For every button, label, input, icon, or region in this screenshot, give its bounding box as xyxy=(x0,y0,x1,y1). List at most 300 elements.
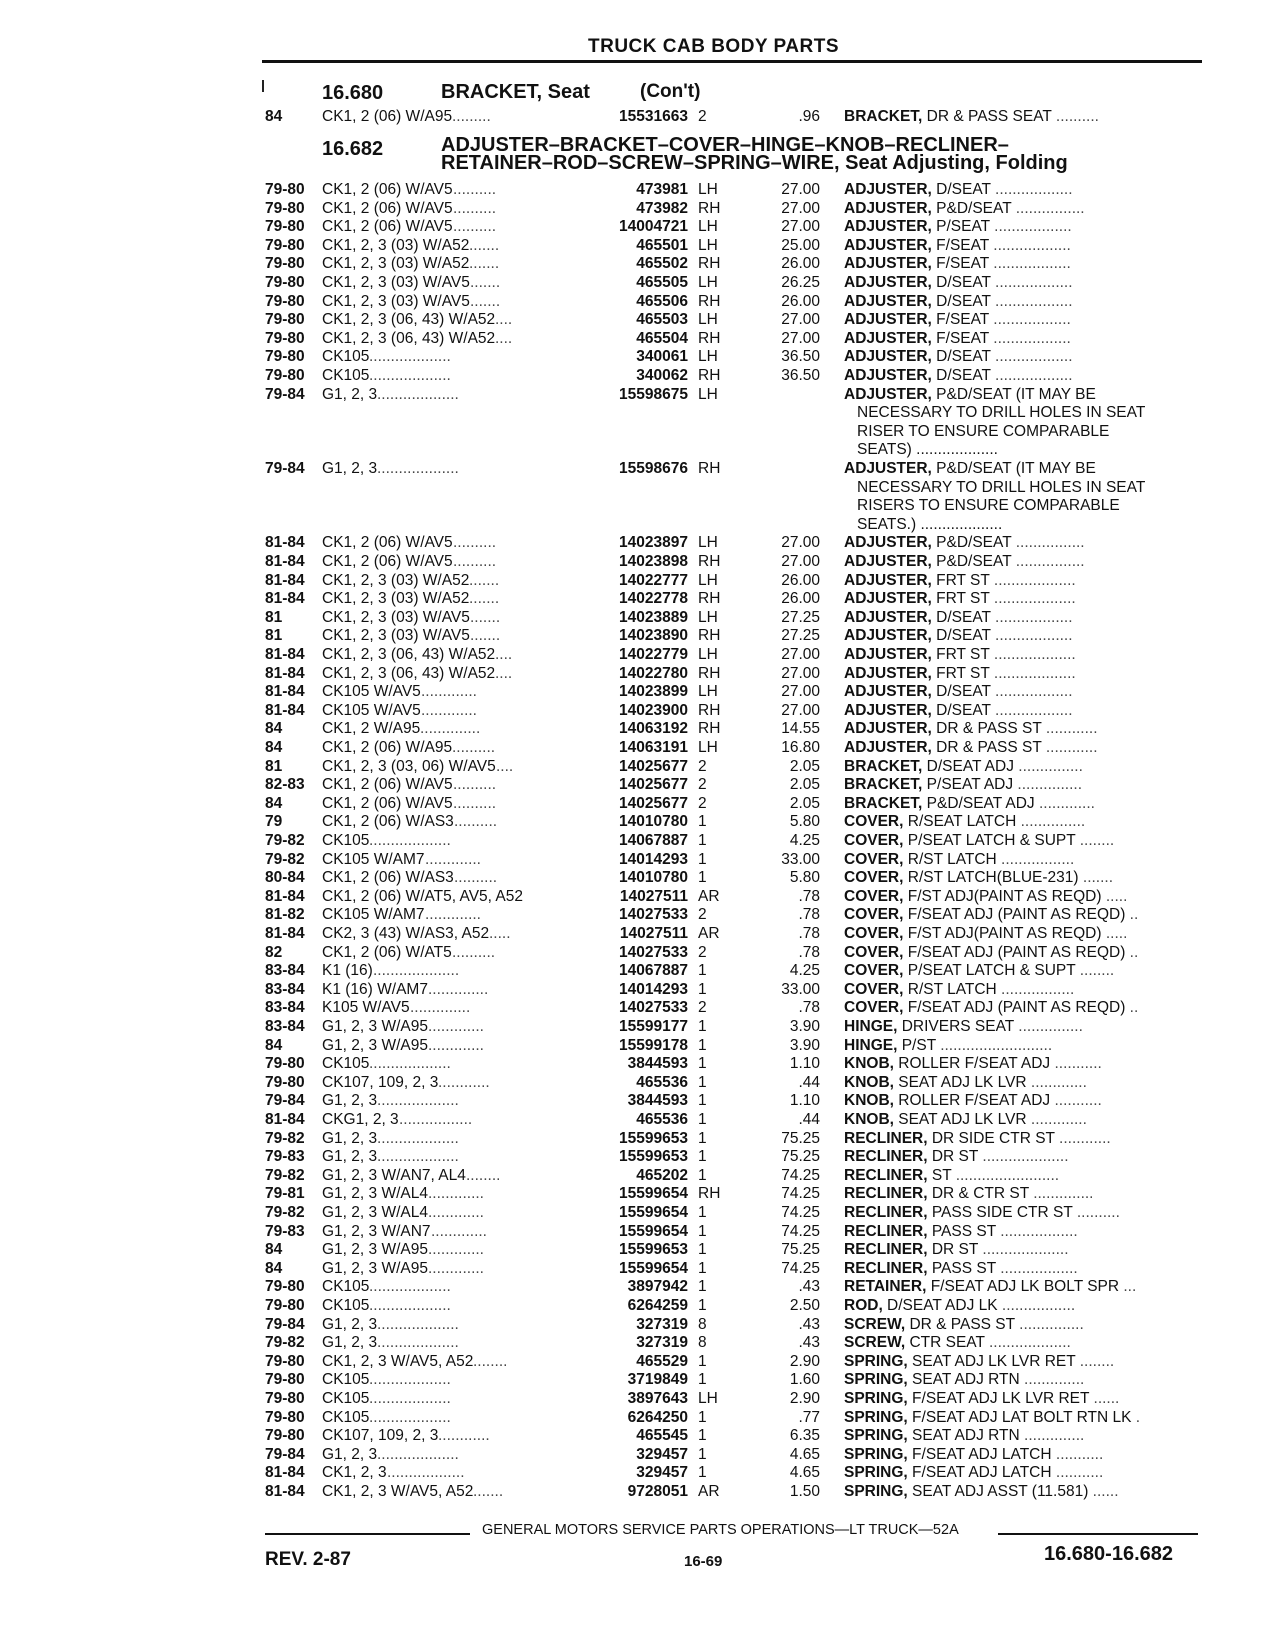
quantity: 2 xyxy=(698,943,707,961)
leader-dots: ....... xyxy=(469,571,500,589)
quantity: LH xyxy=(698,181,718,198)
model-year: 79-82 xyxy=(265,1334,305,1352)
price: .78 xyxy=(798,943,820,961)
description xyxy=(844,961,1114,980)
quantity: RH xyxy=(698,701,721,719)
footer-rule-left xyxy=(265,1533,470,1535)
description xyxy=(844,850,1074,869)
description-text: F/SEAT ADJ LK BOLT SPR xyxy=(926,1278,1120,1296)
description xyxy=(844,1054,1102,1073)
model-code: G1, 2, 3 xyxy=(322,385,378,403)
description xyxy=(844,571,1076,590)
part-number: 14025677 xyxy=(619,776,688,794)
model-year: 79-80 xyxy=(265,292,305,310)
leader-dots: ............... xyxy=(1016,813,1086,831)
quantity: 2 xyxy=(698,776,707,794)
description-text: ROLLER F/SEAT ADJ xyxy=(893,1055,1051,1073)
model-code: CK1, 2 (06) W/AV5 xyxy=(322,534,453,552)
table-row xyxy=(0,757,1280,776)
part-number: 15599178 xyxy=(619,1036,688,1054)
description-text: DR & PASS ST xyxy=(931,739,1042,756)
model-code: CK1, 2 (06) W/A95 xyxy=(322,108,453,125)
description-text: DR SIDE CTR ST xyxy=(927,1129,1055,1147)
part-number: 465502 xyxy=(636,255,688,273)
description-text: F/SEAT ADJ (PAINT AS REQD) xyxy=(903,943,1126,961)
part-number: 465504 xyxy=(636,329,688,347)
leader-dots: ....... xyxy=(470,627,501,645)
description xyxy=(844,533,1085,552)
price: 74.25 xyxy=(781,1185,820,1203)
price: 27.00 xyxy=(781,329,820,347)
description xyxy=(844,1296,1075,1315)
price: 36.50 xyxy=(781,367,820,384)
description xyxy=(844,329,1071,348)
description-text: F/SEAT ADJ LAT BOLT RTN LK xyxy=(907,1408,1132,1426)
table-row xyxy=(0,868,1280,887)
quantity: 1 xyxy=(698,1427,707,1445)
description xyxy=(844,1389,1119,1408)
table-row xyxy=(0,1408,1280,1427)
description-noun: RECLINER, xyxy=(844,1259,928,1277)
description xyxy=(844,1240,1069,1259)
part-number: 3844593 xyxy=(627,1055,688,1073)
description-text: F/SEAT xyxy=(931,311,989,329)
leader-dots: ..... xyxy=(489,925,511,942)
description-noun: RECLINER, xyxy=(844,1129,928,1147)
leader-dots: .................. xyxy=(990,683,1073,701)
model-year: 83-84 xyxy=(265,1018,305,1035)
description-noun: COVER, xyxy=(844,962,904,980)
model-year: 79-83 xyxy=(265,1148,305,1166)
model-year: 79-80 xyxy=(265,1278,305,1296)
price: 27.00 xyxy=(781,683,820,701)
footer-rule-right xyxy=(998,1533,1198,1535)
leader-dots: ................... xyxy=(369,1055,451,1073)
model-code: CK1, 2 (06) W/AV5 xyxy=(322,199,453,217)
price: 27.00 xyxy=(781,311,820,329)
leader-dots: .............. xyxy=(1028,1185,1094,1203)
quantity: 1 xyxy=(698,1259,707,1277)
description-text: DRIVERS SEAT xyxy=(897,1018,1014,1035)
model-year: 81-84 xyxy=(265,571,305,589)
leader-dots: ................... xyxy=(369,1390,451,1407)
price: 27.00 xyxy=(781,181,820,198)
model-code: G1, 2, 3 W/A95 xyxy=(322,1036,428,1054)
table-row xyxy=(0,1147,1280,1166)
quantity: 2 xyxy=(698,906,707,924)
description-noun: ADJUSTER, xyxy=(844,292,932,310)
model-year: 81-84 xyxy=(265,887,305,905)
leader-dots: .......................... xyxy=(935,1036,1053,1054)
leader-dots: .......... xyxy=(452,943,496,961)
leader-dots: ........ xyxy=(473,1352,508,1370)
leader-dots: ................... xyxy=(369,348,451,366)
description-text: F/SEAT xyxy=(931,329,989,347)
model-year: 81-84 xyxy=(265,664,305,682)
description-noun: ADJUSTER, xyxy=(844,646,932,663)
quantity: LH xyxy=(698,236,718,254)
description xyxy=(844,1426,1084,1445)
price: .78 xyxy=(798,887,820,905)
quantity: 1 xyxy=(698,980,707,998)
description-noun: RECLINER, xyxy=(844,1185,928,1203)
leader-dots: ........ xyxy=(1075,832,1115,849)
model-code: CK1, 2 (06) W/AV5 xyxy=(322,181,453,198)
quantity: 1 xyxy=(698,832,707,849)
description-noun: ADJUSTER, xyxy=(844,720,932,738)
part-number: 473981 xyxy=(636,181,688,198)
part-number: 329457 xyxy=(636,1445,688,1463)
part-number: 14004721 xyxy=(619,218,688,236)
price: 75.25 xyxy=(781,1241,820,1259)
model-code: G1, 2, 3 xyxy=(322,460,378,477)
description-noun: HINGE, xyxy=(844,1036,898,1054)
description xyxy=(844,1333,1071,1352)
model-code: CK1, 2, 3 (03) W/AV5 xyxy=(322,274,470,291)
price: 26.00 xyxy=(781,292,820,310)
description-noun: SCREW, xyxy=(844,1315,906,1333)
price: 14.55 xyxy=(781,720,820,738)
model-year: 79-80 xyxy=(265,1427,305,1445)
price: .78 xyxy=(798,906,820,924)
model-code: CK105 xyxy=(322,348,370,366)
description xyxy=(844,1482,1119,1501)
description-text: ROLLER F/SEAT ADJ xyxy=(893,1092,1051,1110)
leader-dots: ................... xyxy=(377,1129,459,1147)
leader-dots: ............. xyxy=(1026,1111,1087,1128)
description-text: SEAT ADJ RTN xyxy=(907,1371,1020,1389)
description-text: P/ST xyxy=(897,1036,936,1054)
table-row xyxy=(0,1203,1280,1222)
model-year: 84 xyxy=(265,108,283,125)
price: 4.65 xyxy=(789,1464,820,1482)
description-noun: ADJUSTER, xyxy=(844,553,932,570)
leader-dots: ................... xyxy=(369,1278,451,1296)
part-number: 14010780 xyxy=(619,813,688,831)
description-text: D/SEAT ADJ LK xyxy=(882,1297,998,1314)
part-number: 14025677 xyxy=(619,757,688,775)
description-noun: KNOB, xyxy=(844,1111,894,1128)
price: 36.50 xyxy=(781,348,820,366)
price: 2.05 xyxy=(789,776,820,794)
table-row xyxy=(0,1259,1280,1278)
description-noun: KNOB, xyxy=(844,1092,894,1110)
table-row xyxy=(0,719,1280,738)
model-code: G1, 2, 3 W/AN7 xyxy=(322,1222,431,1240)
leader-dots: ............. xyxy=(1034,794,1095,812)
description xyxy=(844,868,1113,887)
description-text: D/SEAT xyxy=(931,701,991,719)
section-number: 16.680 xyxy=(322,82,384,104)
description-noun: COVER, xyxy=(844,999,904,1017)
quantity: LH xyxy=(698,571,718,589)
description-noun: COVER, xyxy=(844,869,904,887)
price: 27.25 xyxy=(781,627,820,645)
description xyxy=(844,1147,1069,1166)
description-text: P&D/SEAT xyxy=(931,199,1012,217)
table-row xyxy=(0,1222,1280,1241)
price: 4.25 xyxy=(789,832,820,849)
table-row xyxy=(0,943,1280,962)
model-code: G1, 2, 3 W/A95 xyxy=(322,1241,428,1259)
part-number: 6264259 xyxy=(627,1297,688,1314)
leader-dots: ........ xyxy=(1075,1352,1115,1370)
model-year: 79-80 xyxy=(265,1073,305,1091)
price: 27.00 xyxy=(781,646,820,663)
description-noun: COVER, xyxy=(844,980,904,998)
model-code: CK1, 2 (06) W/AS3 xyxy=(322,813,454,831)
description xyxy=(844,1203,1120,1222)
part-number: 340061 xyxy=(636,348,688,366)
leader-dots: ................... xyxy=(369,1408,451,1426)
description-text: FRT ST xyxy=(931,571,990,589)
description xyxy=(844,626,1073,645)
price: 1.60 xyxy=(789,1371,820,1389)
table-row xyxy=(0,812,1280,831)
model-code: CK1, 2, 3 W/AV5, A52 xyxy=(322,1483,474,1500)
part-number: 465545 xyxy=(636,1427,688,1445)
model-year: 79-84 xyxy=(265,1092,305,1110)
leader-dots: .......... xyxy=(453,218,497,236)
price: 26.00 xyxy=(781,590,820,608)
table-row xyxy=(0,738,1280,757)
description xyxy=(844,757,1083,776)
table-row xyxy=(0,608,1280,627)
description-noun: SCREW, xyxy=(844,1334,906,1352)
model-code: CKG1, 2, 3 xyxy=(322,1111,399,1128)
quantity: 1 xyxy=(698,1036,707,1054)
description-noun: RECLINER, xyxy=(844,1222,928,1240)
description-text: DR & CTR ST xyxy=(927,1185,1029,1203)
model-year: 81-84 xyxy=(265,646,305,663)
model-code: CK1, 2, 3 (03) W/A52 xyxy=(322,571,470,589)
leader-dots: ................... xyxy=(377,1148,459,1166)
description-noun: SPRING, xyxy=(844,1464,908,1482)
model-code: CK105 xyxy=(322,1390,370,1407)
leader-dots: ................... xyxy=(369,1297,451,1314)
table-row xyxy=(0,1482,1280,1501)
table-row xyxy=(0,1240,1280,1259)
description-noun: RETAINER, xyxy=(844,1278,927,1296)
model-year: 81-84 xyxy=(265,925,305,942)
description-text: D/SEAT xyxy=(931,292,991,310)
description xyxy=(844,273,1073,292)
model-year: 81-84 xyxy=(265,534,305,552)
model-code: CK1, 2 (06) W/AV5 xyxy=(322,794,453,812)
leader-dots: ............. xyxy=(1026,1073,1087,1091)
description-text: F/SEAT xyxy=(931,255,989,273)
model-year: 79-80 xyxy=(265,311,305,329)
description xyxy=(844,236,1071,255)
table-row xyxy=(0,180,1280,199)
description xyxy=(844,366,1073,385)
model-year: 79-80 xyxy=(265,1055,305,1073)
description xyxy=(844,664,1076,683)
quantity: RH xyxy=(698,460,721,477)
price: 25.00 xyxy=(781,236,820,254)
description-text: CTR SEAT xyxy=(905,1334,985,1352)
leader-dots: ................... xyxy=(377,1445,459,1463)
price: 5.80 xyxy=(789,813,820,831)
quantity: RH xyxy=(698,720,721,738)
description-noun: BRACKET, xyxy=(844,108,923,125)
leader-dots: ...... xyxy=(1088,1483,1119,1500)
leader-dots: ................ xyxy=(1011,199,1085,217)
description-noun: ADJUSTER, xyxy=(844,181,932,198)
leader-dots: .......... xyxy=(1072,1204,1120,1221)
price: 2.05 xyxy=(789,757,820,775)
table-row xyxy=(0,1463,1280,1482)
description-text: F/SEAT ADJ LATCH xyxy=(907,1445,1052,1463)
description-noun: ADJUSTER, xyxy=(844,367,932,384)
description xyxy=(844,217,1072,236)
leader-dots: ...... xyxy=(1089,1390,1120,1407)
description-text: SEAT ADJ LK LVR xyxy=(893,1111,1027,1128)
description-text: SEAT ADJ ASST (11.581) xyxy=(907,1483,1089,1500)
margin-tick xyxy=(262,80,264,92)
price: 4.65 xyxy=(789,1445,820,1463)
price: 6.35 xyxy=(789,1427,820,1445)
leader-dots: ........... xyxy=(1050,1055,1102,1073)
leader-dots: .......... xyxy=(453,553,497,570)
table-row xyxy=(0,1315,1280,1334)
section-continued: (Con't) xyxy=(640,81,701,102)
leader-dots: .................. xyxy=(989,311,1071,329)
quantity: 1 xyxy=(698,1073,707,1091)
quantity: RH xyxy=(698,1185,721,1203)
model-code: CK1, 2 (06) W/AV5 xyxy=(322,776,453,794)
leader-dots: .................. xyxy=(995,1259,1078,1277)
leader-dots: .............. xyxy=(428,980,489,998)
part-number: 14025677 xyxy=(619,794,688,812)
price: 26.25 xyxy=(781,274,820,291)
part-number: 14023898 xyxy=(619,553,688,570)
quantity: 1 xyxy=(698,1148,707,1166)
price: 1.50 xyxy=(789,1483,820,1500)
quantity: 1 xyxy=(698,1408,707,1426)
description xyxy=(844,1370,1084,1389)
model-year: 80-84 xyxy=(265,869,305,887)
price: 75.25 xyxy=(781,1129,820,1147)
leader-dots: ....... xyxy=(470,608,501,626)
quantity: 1 xyxy=(698,1278,707,1296)
section-number: 16.682 xyxy=(322,138,384,160)
description xyxy=(844,254,1071,273)
leader-dots: ................... xyxy=(369,1371,451,1389)
leader-dots: ................. xyxy=(399,1111,473,1128)
model-year: 79-84 xyxy=(265,460,305,477)
leader-dots: ............. xyxy=(428,1018,484,1035)
leader-dots: .................. xyxy=(990,627,1073,645)
description-noun: ADJUSTER, xyxy=(844,460,932,477)
leader-dots: ..... xyxy=(1101,887,1128,905)
model-code: CK105 xyxy=(322,1297,370,1314)
table-row xyxy=(0,1091,1280,1110)
part-number: 14022780 xyxy=(619,664,688,682)
description xyxy=(844,1036,1052,1055)
model-code: G1, 2, 3 W/AL4 xyxy=(322,1204,428,1221)
table-row xyxy=(0,850,1280,869)
model-code: CK1, 2, 3 W/AV5, A52 xyxy=(322,1352,474,1370)
description-noun: RECLINER, xyxy=(844,1148,928,1166)
leader-dots: ................... xyxy=(369,367,451,384)
part-number: 15599653 xyxy=(619,1129,688,1147)
model-code: CK1, 2, 3 (06, 43) W/A52 xyxy=(322,646,496,663)
model-code: K105 W/AV5 xyxy=(322,999,410,1017)
table-row xyxy=(0,980,1280,999)
quantity: 1 xyxy=(698,1241,707,1259)
model-year: 79-80 xyxy=(265,329,305,347)
model-year: 83-84 xyxy=(265,980,305,998)
model-code: CK1, 2, 3 xyxy=(322,1464,387,1482)
model-year: 79-84 xyxy=(265,385,305,403)
part-number: 15599654 xyxy=(619,1259,688,1277)
model-code: G1, 2, 3 W/AN7, AL4 xyxy=(322,1166,466,1184)
quantity: 2 xyxy=(698,108,707,125)
part-number: 14023890 xyxy=(619,627,688,645)
leader-dots: ..... xyxy=(1101,925,1128,942)
model-year: 81-84 xyxy=(265,590,305,608)
description xyxy=(844,1463,1103,1482)
model-code: CK1, 2 W/A95 xyxy=(322,720,421,738)
leader-dots: ............... xyxy=(1013,757,1083,775)
table-row xyxy=(0,924,1280,943)
model-year: 84 xyxy=(265,1241,283,1259)
description-noun: ADJUSTER, xyxy=(844,534,932,552)
description-text: DR & PASS ST xyxy=(905,1315,1015,1333)
quantity: 1 xyxy=(698,1204,707,1221)
part-number: 329457 xyxy=(636,1464,688,1482)
quantity: AR xyxy=(698,887,720,905)
price: 27.00 xyxy=(781,664,820,682)
quantity: LH xyxy=(698,1390,718,1407)
description-noun: ADJUSTER, xyxy=(844,664,932,682)
quantity: AR xyxy=(698,925,720,942)
table-row xyxy=(0,887,1280,906)
description-noun: SPRING, xyxy=(844,1371,908,1389)
table-row xyxy=(0,107,1280,126)
quantity: LH xyxy=(698,608,718,626)
description-continuation: SEATS.) ................... xyxy=(857,515,1003,533)
description-noun: ADJUSTER, xyxy=(844,627,932,645)
leader-dots: ............. xyxy=(428,1185,484,1203)
table-row xyxy=(0,1184,1280,1203)
leader-dots: ............. xyxy=(431,1222,487,1240)
description-text: D/SEAT xyxy=(931,348,991,366)
model-year: 79-82 xyxy=(265,1129,305,1147)
leader-dots: .............. xyxy=(410,999,471,1017)
description-noun: ADJUSTER, xyxy=(844,274,932,291)
leader-dots: ....... xyxy=(470,292,501,310)
quantity: AR xyxy=(698,1483,720,1500)
part-number: 14014293 xyxy=(619,850,688,868)
part-number: 3897643 xyxy=(627,1390,688,1407)
description-text: D/SEAT xyxy=(931,627,991,645)
model-code: G1, 2, 3 xyxy=(322,1092,378,1110)
description-noun: ADJUSTER, xyxy=(844,385,932,403)
leader-dots: ................... xyxy=(984,1334,1071,1352)
model-year: 79-80 xyxy=(265,1297,305,1314)
model-code: K1 (16) xyxy=(322,962,373,980)
model-year: 81-84 xyxy=(265,701,305,719)
description xyxy=(844,1277,1136,1296)
description xyxy=(844,1352,1114,1371)
model-year: 79-80 xyxy=(265,1352,305,1370)
leader-dots: ................ xyxy=(1011,534,1085,552)
description-continuation: NECESSARY TO DRILL HOLES IN SEAT xyxy=(857,404,1146,422)
model-code: CK2, 3 (43) W/AS3, A52 xyxy=(322,925,490,942)
quantity: LH xyxy=(698,385,718,403)
